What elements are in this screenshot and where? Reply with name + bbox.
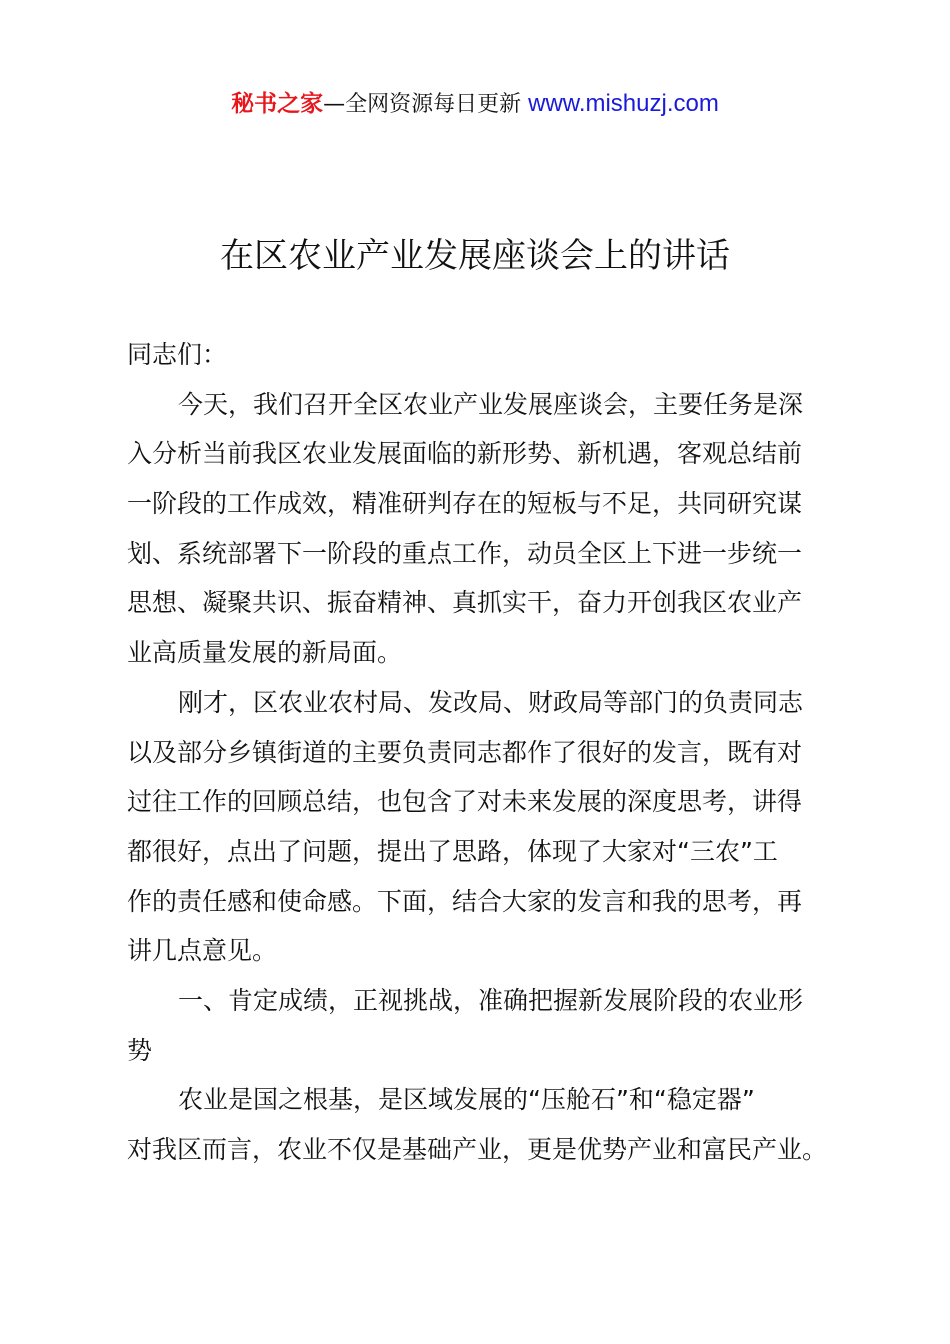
text-line: 今天，我们召开全区农业产业发展座谈会，主要任务是深 <box>178 389 804 419</box>
text-line: 一、肯定成绩，正视挑战，准确把握新发展阶段的农业形 <box>178 985 804 1015</box>
document-title: 在区农业产业发展座谈会上的讲话 <box>220 236 730 276</box>
section-heading <box>127 976 867 1075</box>
site-header <box>0 86 950 123</box>
paragraph <box>127 1075 867 1174</box>
text-line: 农业是国之根基，是区域发展的“压舱石”和“稳定器” <box>178 1085 755 1115</box>
text-line: 对我区而言，农业不仅是基础产业，更是优势产业和富民产业。 <box>127 1135 828 1164</box>
text-line: 过往工作的回顾总结，也包含了对未来发展的深度思考，讲得 <box>127 787 803 817</box>
text-line: 业高质量发展的新局面。 <box>127 638 403 668</box>
paragraph <box>127 380 867 678</box>
text-line: 势 <box>127 1035 153 1065</box>
text-line: 作的责任感和使命感。下面，结合大家的发言和我的思考，再 <box>127 886 803 916</box>
text-line: 思想、凝聚共识、振奋精神、真抓实干，奋力开创我区农业产 <box>127 588 803 618</box>
text-line: 以及部分乡镇街道的主要负责同志都作了很好的发言，既有对 <box>127 737 803 767</box>
paragraph <box>127 678 867 976</box>
text-line: 入分析当前我区农业发展面临的新形势、新机遇，客观总结前 <box>127 439 803 469</box>
text-line: 划、系统部署下一阶段的重点工作，动员全区上下进一步统一 <box>127 538 803 568</box>
text-line: 一阶段的工作成效，精准研判存在的短板与不足，共同研究谋 <box>127 489 803 519</box>
brand-name: 秘书之家 <box>231 91 324 117</box>
text-line: 讲几点意见。 <box>127 936 278 966</box>
site-url-link[interactable]: www.mishuzj.com <box>528 90 719 117</box>
text-line: 都很好，点出了问题，提出了思路，体现了大家对“三农”工 <box>127 836 778 866</box>
document-body <box>127 330 867 1175</box>
salutation: 同志们： <box>127 340 228 369</box>
text-line: 刚才，区农业农村局、发改局、财政局等部门的负责同志 <box>178 687 804 717</box>
header-slogan: —全网资源每日更新 <box>323 92 529 117</box>
